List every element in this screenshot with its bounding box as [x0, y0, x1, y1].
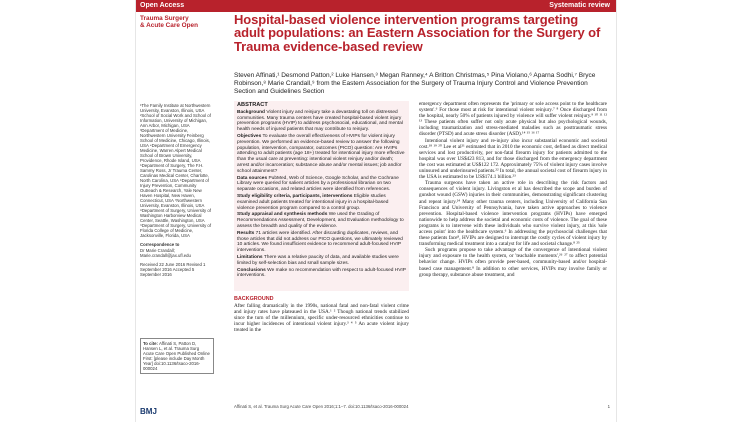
journal-name-line2: & Acute Care Open: [140, 22, 199, 30]
abstract-conclusions: Conclusions We make no recommendation with respect to adult-focused HVIP interventions.: [237, 267, 406, 279]
abstract-box: [234, 101, 409, 291]
body-paragraph: Trauma surgeons have taken an active role in describing the risk factors and consequences of violent injury. Livingston et al has described the scope and burden of gunshot wound (GSW) injuries in their communities, demonstrating significant clustering and repeat injury.²⁴ Many other trauma centers, including University of California San Francisco and University of Pennsylvania, have taken active approaches to violence prevention. Hospital-based violence intervention programs (HVIPs) have emerged nationwide to help address the societal and economic costs of violence. The goal of these programs is to intervene with these individuals who survive violent injury, at this 'sole access point' into the healthcare system.⁶ In addressing the psychosocial challenges that these patients face⁸, HVIPs are designed to interrupt the costly cycles of violent injury by transforming medical treatment into a catalyst for life and societal change.⁸ ²⁵: [419, 180, 607, 248]
abstract-background: Background Violent injury and reinjury take a devastating toll on distressed communities. Many trauma centers have created hospital-based violent injury prevention programs (HVIP) to address psychosocial, educational, and mental health needs of injured patients that may contribute to reinjury.: [237, 109, 403, 133]
left-body-column: [234, 296, 409, 334]
journal-name-line1: Trauma Surgery: [140, 15, 189, 22]
correspondence: Dr Marie Crandall; Marie.crandall@jax.ufl.edu: [140, 248, 191, 258]
abstract-heading: ABSTRACT: [237, 102, 268, 108]
header-bar: [136, 0, 616, 12]
open-access-label: Open Access: [140, 2, 185, 9]
footer-citation: Affinati S, et al. Trauma Surg Acute Care Open 2016;1:1–7. doi:10.1136/tsaco-2016-000024: [234, 404, 409, 409]
right-body-column: [419, 101, 607, 278]
cite-text: Affinati S, Patton D, Hansen L, et al. Trauma Surg Acute Care Open Published Online First: [please include Day Month Year] doi:10.1136/tsaco-2016-000024: [143, 341, 210, 371]
abstract-eligibility: Study eligibility criteria, participants, interventions Eligible studies examined adult patients treated for intentional injury in a hospital-based violence prevention program compared to a control group.: [237, 193, 389, 211]
article-dates: Received 22 June 2016 Revised 1 September 2016 Accepted 5 September 2016: [140, 262, 206, 277]
abstract-objectives: Objectives To evaluate the overall effectiveness of HVIPs for violent injury prevention. We performed an evidence-based review to answer the following population, intervention, comparator, outcomes (PICO) question: Are HVIPs attending to adult patients (age 18+) treated for intentional injury more effective than the usual care at preventing: intentional violent reinjury and/or death; arrest and/or incarceration; substance abuse and/or mental issues; job and/or school attainment?: [237, 133, 405, 174]
affiliations: ¹The Family Institute at Northwestern University, Evanston, Illinois, USA ²School of Social Work and School of Information, University of Michigan, Ann Arbor, Michigan, USA ³Department of Medicine, Northwestern University Feinberg School of Medicine, Chicago, Illinois, USA ⁴Department of Emergency Medicine, Warren Alpert Medical School of Brown University, Providence, Rhode Island, USA ⁵Department of Surgery, The F.H. Sammy Ross, Jr Trauma Center, Carolinas Medical Center, Charlotte, North Carolina, USA ⁶Department of Injury Prevention, Community Outreach & Research, Yale New Haven Hospital, New Haven, Connecticut, USA ⁷Northwestern University, Evanston, Illinois, USA ⁸Department of Surgery, University of Washington Harborview Medical Center, Seattle, Washington, USA ⁹Department of Surgery, University of Florida College of Medicine, Jacksonville, Florida, USA: [140, 103, 212, 238]
article-page: [136, 0, 616, 422]
abstract-limitations: Limitations There was a relative paucity of data, and available studies were limited by self-selection bias and small sample sizes.: [237, 254, 399, 266]
affiliations-sidebar: [140, 103, 213, 281]
correspondence-heading: Correspondence to: [140, 242, 180, 247]
bmj-logo: BMJ: [140, 407, 157, 416]
cite-box: [140, 338, 214, 374]
background-heading: BACKGROUND: [234, 296, 274, 302]
page-footer: [234, 404, 610, 409]
article-title: Hospital-based violence intervention programs targeting adult populations: an Eastern Association for the Surgery of Trauma evidence-based review: [234, 12, 601, 54]
abstract-sources: Data sources PubMed, Web of Science, Google Scholar, and the Cochrane Library were queried for salient articles by a professional librarian on two separate occasions, and related articles were identified from references.: [237, 175, 399, 193]
page-number: 1: [607, 404, 610, 409]
author-list: Steven Affinati,¹ Desmond Patton,² Luke Hansen,³ Megan Ranney,⁴ A Britton Christmas,⁵ Pina Violano,⁶ Aparna Sodhi,⁷ Bryce Robinson,⁸ Marie Crandall,⁹ from the Eastern Association for the Surgery of Trauma Injury Control and Violence Prevention Section and Guidelines Section: [234, 72, 596, 95]
cite-heading: To cite:: [143, 341, 158, 346]
abstract-appraisal: Study appraisal and synthesis methods We used the Grading of Recommendations Assessment, Development, and Evaluation methodology to assess the breadth and quality of the evidence.: [237, 212, 404, 229]
body-paragraph: Intentional violent injury and re-injury also incur substantial economic and societal cost.¹⁸ ¹⁹ ²⁰ Lee et al²¹ estimated that in 2010 the economic cost, defined as direct medical services and lost productivity, per non-fatal firearm injury for patients admitted to the hospital was over US$423 813, and for those discharged from the emergency department the cost was estimated at US$122 172. Approximately 75% of violent injury cases involve uninsured and underinsured patients.²² In total, the annual societal cost of firearm injury in the USA is estimated to be US$174.1 billion.²³: [419, 137, 607, 181]
abstract-results: Results 71 articles were identified. After discarding duplicates, reviews, and those articles that did not address our PICO questions, we ultimately reviewed 10 articles. We found insufficient evidence to recommend adult-focused HVIP interventions.: [237, 230, 403, 254]
article-type-label: Systematic review: [549, 2, 610, 9]
body-paragraph: After falling dramatically in the 1990s, national fatal and non-fatal violent crime and injury rates have plateaued in the USA.¹ ² Though national trends stabilized since the turn of the millennium, specific under-resourced ethnicities continue to incur higher incidences of intentional violent injury.³ ⁴ ⁵ An acute violent injury treated in the: [234, 303, 409, 334]
journal-name: [140, 15, 212, 30]
body-paragraph: Such programs propose to take advantage of the convergence of intentional violent injury and exposure to the health system, or 'teachable moments',²⁶ ²⁷ to affect potential behavior change. HVIPs often provide peer-based, community-based and/or hospital-based case management.⁸ In addition to other services, HVIPs may involve family or group therapy, substance abuse treatment, and: [419, 247, 607, 278]
body-paragraph: emergency department often represents the 'primary or sole access point to the healthcare system'.⁶ For those most at risk for intentional violent reinjury.⁷ ⁸ Once discharged from the hospital, nearly 50% of patients injured by violence will suffer violent reinjury.⁹ ¹⁰ ¹¹ ¹² ¹³ These patients often suffer not only acute physical but also psychological wounds, including traumatization and stress-mediated maladies such as posttraumatic stress disorder (PTSD) and acute stress disorder (ASD).¹⁴ ¹⁵ ¹⁶ ¹⁷: [419, 101, 607, 138]
